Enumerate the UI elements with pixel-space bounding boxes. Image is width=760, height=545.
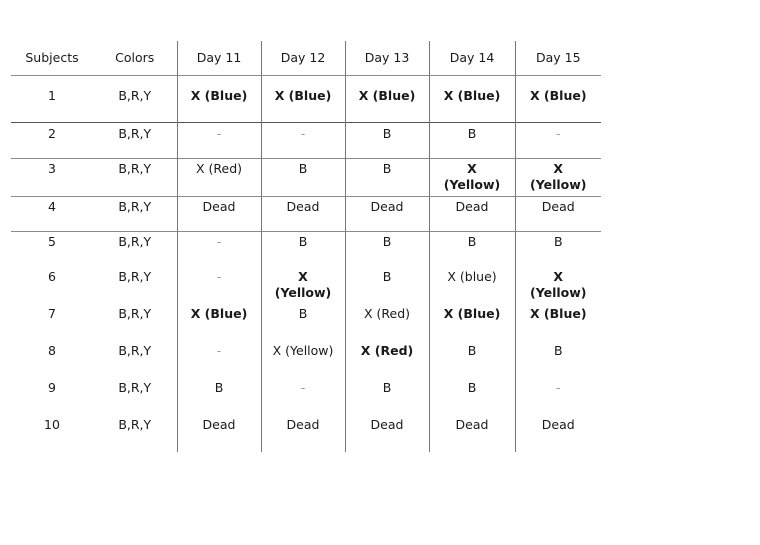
colors-cell: B,R,Y (118, 306, 152, 321)
colors-cell: B,R,Y (118, 343, 152, 358)
colors-cell: B,R,Y (118, 269, 152, 284)
subject-cell: 7 (48, 306, 56, 321)
day-11-cell: - (177, 231, 261, 267)
day-14-cell: Dead (429, 415, 515, 452)
day-15-cell: Dead (515, 415, 601, 452)
day-15-cell: Dead (515, 196, 601, 231)
header-row (11, 41, 601, 75)
subject-cell: 3 (48, 160, 56, 176)
day-11-cell: X (Blue) (177, 75, 261, 122)
colors-cell: B,R,Y (118, 125, 152, 141)
colors-cell: B,R,Y (118, 160, 152, 176)
day-14-cell: X (Blue) (429, 304, 515, 341)
day-13-cell: X (Red) (345, 304, 429, 341)
header-day-13: Day 13 (345, 41, 429, 75)
day-11-cell: - (177, 267, 261, 304)
subject-cell: 9 (48, 380, 56, 395)
table-row (11, 378, 601, 415)
day-14-cell: B (429, 378, 515, 415)
header-subjects: Subjects (25, 49, 79, 65)
day-12-cell: B (261, 304, 345, 341)
day-15-cell: X (Yellow) (515, 267, 601, 304)
day-13-cell: B (345, 231, 429, 267)
table-row (11, 231, 601, 267)
day-13-cell: X (Red) (345, 341, 429, 378)
colors-cell: B,R,Y (118, 380, 152, 395)
day-12-cell: - (261, 378, 345, 415)
table-row (11, 341, 601, 378)
day-15-cell: X (Yellow) (515, 158, 601, 196)
day-14-cell: X (blue) (429, 267, 515, 304)
table-row (11, 122, 601, 158)
table-row (11, 267, 601, 304)
subject-cell: 8 (48, 343, 56, 358)
colors-cell: B,R,Y (118, 198, 152, 214)
subject-cell: 6 (48, 269, 56, 284)
day-12-cell: X (Blue) (261, 75, 345, 122)
day-15-cell: X (Blue) (515, 304, 601, 341)
day-15-cell: - (515, 378, 601, 415)
day-15-cell: B (515, 341, 601, 378)
header-colors: Colors (115, 49, 155, 65)
subject-cell: 10 (44, 417, 60, 432)
header-day-14: Day 14 (429, 41, 515, 75)
day-11-cell: - (177, 341, 261, 378)
day-14-cell: X (Yellow) (429, 158, 515, 196)
day-12-cell: - (261, 122, 345, 158)
day-13-cell: B (345, 378, 429, 415)
day-11-cell: X (Red) (177, 158, 261, 196)
subject-cell: 5 (48, 233, 56, 249)
day-11-cell: B (177, 378, 261, 415)
table-row (11, 415, 601, 452)
day-13-cell: X (Blue) (345, 75, 429, 122)
header-day-15: Day 15 (515, 41, 601, 75)
day-13-cell: Dead (345, 415, 429, 452)
day-13-cell: B (345, 267, 429, 304)
colors-cell: B,R,Y (118, 87, 152, 103)
day-15-cell: X (Blue) (515, 75, 601, 122)
day-15-cell: B (515, 231, 601, 267)
subject-cell: 4 (48, 198, 56, 214)
table-row (11, 158, 601, 196)
day-13-cell: B (345, 122, 429, 158)
subject-cell: 1 (48, 87, 56, 103)
day-12-cell: Dead (261, 415, 345, 452)
header-day-12: Day 12 (261, 41, 345, 75)
day-12-cell: X (Yellow) (261, 267, 345, 304)
day-14-cell: B (429, 122, 515, 158)
results-table (11, 41, 601, 452)
table-row (11, 304, 601, 341)
day-14-cell: Dead (429, 196, 515, 231)
day-11-cell: X (Blue) (177, 304, 261, 341)
table-row (11, 196, 601, 231)
day-14-cell: B (429, 341, 515, 378)
day-13-cell: Dead (345, 196, 429, 231)
day-14-cell: B (429, 231, 515, 267)
header-day-11: Day 11 (177, 41, 261, 75)
colors-cell: B,R,Y (118, 417, 152, 432)
subject-cell: 2 (48, 125, 56, 141)
day-15-cell: - (515, 122, 601, 158)
day-11-cell: Dead (177, 415, 261, 452)
day-11-cell: Dead (177, 196, 261, 231)
table-row (11, 75, 601, 122)
day-11-cell: - (177, 122, 261, 158)
day-14-cell: X (Blue) (429, 75, 515, 122)
day-12-cell: B (261, 158, 345, 196)
day-12-cell: B (261, 231, 345, 267)
day-12-cell: Dead (261, 196, 345, 231)
colors-cell: B,R,Y (118, 233, 152, 249)
day-13-cell: B (345, 158, 429, 196)
day-12-cell: X (Yellow) (261, 341, 345, 378)
